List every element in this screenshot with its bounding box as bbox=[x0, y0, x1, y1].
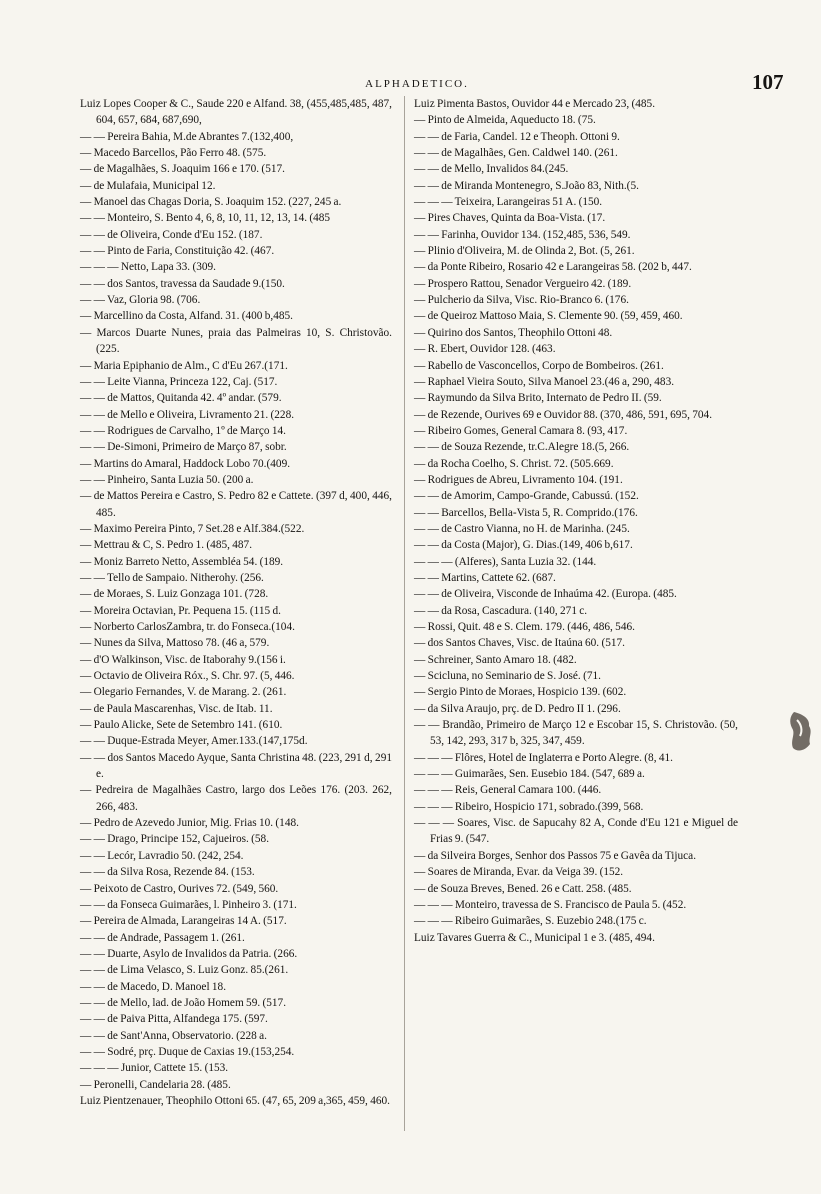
directory-entry: — Raymundo da Silva Brito, Internato de Pedro II. (59. bbox=[414, 392, 662, 405]
directory-entry: — — da Costa (Major), G. Dias.(149, 406 b,617. bbox=[414, 539, 633, 552]
column-divider bbox=[404, 96, 405, 1131]
directory-entry: — — — Monteiro, travessa de S. Francisco de Paula 5. (452. bbox=[414, 898, 687, 911]
directory-entry: — Marcellino da Costa, Alfand. 31. (400 b,485. bbox=[80, 310, 293, 323]
directory-entry: — Marcos Duarte Nunes, praia das Palmeiras 10, S. Christovão. (225. bbox=[80, 326, 392, 356]
directory-entry: — — de Mello, Invalidos 84.(245. bbox=[414, 163, 569, 176]
directory-entry: — Raphael Vieira Souto, Silva Manoel 23.(46 a, 290, 483. bbox=[414, 375, 675, 388]
directory-entry: — d'O Walkinson, Visc. de Itaborahy 9.(156 i. bbox=[80, 653, 286, 666]
directory-entry: — Pereira de Almada, Larangeiras 14 A. (517. bbox=[80, 915, 287, 928]
directory-entry: — — de Lima Velasco, S. Luiz Gonz. 85.(261. bbox=[80, 964, 289, 977]
directory-entry: — — — Junior, Cattete 15. (153. bbox=[80, 1062, 229, 1075]
directory-entry: — — Barcellos, Bella-Vista 5, R. Comprido.(176. bbox=[414, 506, 638, 519]
directory-entry: — — de Mello, lad. de João Homem 59. (517. bbox=[80, 996, 287, 1009]
directory-entry: — — Martins, Cattete 62. (687. bbox=[414, 571, 556, 584]
directory-entry: — Ribeiro Gomes, General Camara 8. (93, 417. bbox=[414, 424, 628, 437]
directory-entry: — Norberto CarlosZambra, tr. do Fonseca.(104. bbox=[80, 621, 295, 633]
directory-entry: — — Vaz, Gloria 98. (706. bbox=[80, 294, 201, 307]
directory-entry: — Peronelli, Candelaria 28. (485. bbox=[80, 1078, 231, 1091]
directory-entry: — — Rodrigues de Carvalho, 1º de Março 14. bbox=[80, 424, 286, 437]
directory-entry: — Manoel das Chagas Doria, S. Joaquim 152. (227, 245 a. bbox=[80, 196, 342, 209]
directory-entry: Luiz Lopes Cooper & C., Saude 220 e Alfand. 38, (455,485,485, 487, 604, 657, 684, 687,690, bbox=[80, 98, 392, 127]
directory-entry: — — de Faria, Candel. 12 e Theoph. Ottoni 9. bbox=[414, 130, 620, 143]
directory-entry: — — — Netto, Lapa 33. (309. bbox=[80, 261, 216, 274]
directory-entry: — — — Ribeiro Guimarães, S. Euzebio 248.(175 c. bbox=[414, 915, 647, 928]
directory-entry: — Mettrau & C, S. Pedro 1. (485, 487. bbox=[80, 539, 253, 552]
directory-entry: — Quirino dos Santos, Theophilo Ottoni 48. bbox=[414, 326, 613, 339]
directory-entry: — — — Flôres, Hotel de Inglaterra e Porto Alegre. (8, 41. bbox=[414, 751, 673, 764]
directory-entry: — de Mattos Pereira e Castro, S. Pedro 82 e Cattete. (397 d, 400, 446, 485. bbox=[80, 490, 392, 519]
directory-entry: — Pires Chaves, Quinta da Boa-Vista. (17. bbox=[414, 212, 606, 225]
directory-entry: — — — Soares, Visc. de Sapucahy 82 A, Conde d'Eu 121 e Miguel de Frias 9. (547. bbox=[414, 817, 738, 846]
directory-entry: — Pulcherio da Silva, Visc. Rio-Branco 6. (176. bbox=[414, 294, 629, 307]
directory-entry: — — — (Alferes), Santa Luzia 32. (144. bbox=[414, 555, 597, 568]
directory-entry: — — de Oliveira, Conde d'Eu 152. (187. bbox=[80, 228, 263, 241]
directory-entry: — Octavio de Oliveira Róx., S. Chr. 97. (5, 446. bbox=[80, 670, 295, 683]
directory-entry: — — — Teixeira, Larangeiras 51 A. (150. bbox=[414, 196, 603, 209]
directory-entry: — Scicluna, no Seminario de S. José. (71. bbox=[414, 670, 601, 683]
directory-entry: Luiz Pientzenauer, Theophilo Ottoni 65. (47, 65, 209 a,365, 459, 460. bbox=[80, 1094, 390, 1107]
directory-entry: — dos Santos Chaves, Visc. de Itaúna 60. (517. bbox=[414, 637, 625, 650]
directory-entry: — Martins do Amaral, Haddock Lobo 70.(409. bbox=[80, 457, 291, 470]
directory-entry: — Moniz Barreto Netto, Assembléa 54. (189. bbox=[80, 555, 284, 568]
directory-entry: — de Rezende, Ourives 69 e Ouvidor 88. (370, 486, 591, 695, 704. bbox=[414, 408, 713, 421]
directory-entry: — Peixoto de Castro, Ourives 72. (549, 560. bbox=[80, 882, 279, 895]
directory-entry: — de Paula Mascarenhas, Visc. de Itab. 11. bbox=[80, 702, 273, 715]
directory-entry: — — de Paiva Pitta, Alfandega 175. (597. bbox=[80, 1013, 268, 1026]
directory-entry: — Prospero Rattou, Senador Vergueiro 42. (189. bbox=[414, 277, 632, 290]
directory-entry: — — Brandão, Primeiro de Março 12 e Escobar 15, S. Christovão. (50, 53, 142, 293, 317 b, 325, 347, 459. bbox=[414, 719, 738, 748]
directory-entry: — — da Fonseca Guimarães, l. Pinheiro 3. (171. bbox=[80, 898, 297, 911]
directory-entry: — Olegario Fernandes, V. de Marang. 2. (261. bbox=[80, 686, 287, 699]
directory-entry: — — da Silva Rosa, Rezende 84. (153. bbox=[80, 866, 255, 879]
directory-entry: — — Duarte, Asylo de Invalidos da Patria. (266. bbox=[80, 947, 298, 960]
directory-entry: — — de Souza Rezende, tr.C.Alegre 18.(5, 266. bbox=[414, 441, 630, 454]
directory-entry: — Rabello de Vasconcellos, Corpo de Bombeiros. (261. bbox=[414, 359, 664, 372]
directory-entry: — da Silva Araujo, prç. de D. Pedro II 1. (296. bbox=[414, 702, 621, 715]
directory-entry: — — Pinheiro, Santa Luzia 50. (200 a. bbox=[80, 473, 254, 486]
directory-entry: — de Magalhães, S. Joaquim 166 e 170. (517. bbox=[80, 163, 285, 176]
directory-entry: — — — Guimarães, Sen. Eusebio 184. (547, 689 a. bbox=[414, 768, 645, 781]
directory-entry: — — de Oliveira, Visconde de Inhaúma 42. (Europa. (485. bbox=[414, 588, 677, 601]
directory-entry: — de Queiroz Mattoso Maia, S. Clemente 90. (59, 459, 460. bbox=[414, 310, 683, 323]
directory-entry: — — de Castro Vianna, no H. de Marinha. (245. bbox=[414, 522, 630, 535]
directory-entry: — Schreiner, Santo Amaro 18. (482. bbox=[414, 653, 577, 666]
directory-entry: — — Duque-Estrada Meyer, Amer.133.(147,175d. bbox=[80, 735, 308, 748]
directory-entry: — — Monteiro, S. Bento 4, 6, 8, 10, 11, 12, 13, 14. (485 bbox=[80, 212, 331, 225]
directory-entry: — — de Magalhães, Gen. Caldwel 140. (261. bbox=[414, 147, 618, 160]
directory-entry: — Maximo Pereira Pinto, 7 Set.28 e Alf.384.(522. bbox=[80, 522, 305, 535]
directory-entry: — — Leite Vianna, Princeza 122, Caj. (517. bbox=[80, 375, 278, 388]
directory-entry: — — Sodré, prç. Duque de Caxias 19.(153,254. bbox=[80, 1045, 295, 1058]
directory-entry: Luiz Pimenta Bastos, Ouvidor 44 e Mercado 23, (485. bbox=[414, 98, 656, 110]
directory-entry: — Paulo Alicke, Sete de Setembro 141. (610. bbox=[80, 719, 283, 732]
running-head: ALPHADETICO. bbox=[365, 78, 469, 90]
directory-entry: — — Farinha, Ouvidor 134. (152,485, 536, 549. bbox=[414, 228, 631, 241]
directory-entry: — Rodrigues de Abreu, Livramento 104. (191. bbox=[414, 473, 623, 486]
directory-entry: — Soares de Miranda, Evar. da Veiga 39. (152. bbox=[414, 866, 624, 879]
directory-entry: — — dos Santos Macedo Ayque, Santa Christina 48. (223, 291 d, 291 e. bbox=[80, 751, 392, 781]
directory-entry: — Pinto de Almeida, Aqueducto 18. (75. bbox=[414, 114, 596, 127]
directory-entry: — Sergio Pinto de Moraes, Hospicio 139. (602. bbox=[414, 686, 627, 699]
directory-entry: — — — Ribeiro, Hospicio 171, sobrado.(399, 568. bbox=[414, 800, 644, 813]
directory-entry: — de Moraes, S. Luiz Gonzaga 101. (728. bbox=[80, 588, 269, 601]
directory-entry: — Macedo Barcellos, Pão Ferro 48. (575. bbox=[80, 147, 267, 160]
directory-entry: — de Souza Breves, Bened. 26 e Catt. 258. (485. bbox=[414, 882, 632, 895]
directory-entry: — Moreira Octavian, Pr. Pequena 15. (115 d. bbox=[80, 604, 281, 617]
directory-entry: Luiz Tavares Guerra & C., Municipal 1 e 3. (485, 494. bbox=[414, 931, 655, 944]
left-column bbox=[80, 96, 392, 1109]
directory-entry: — — Tello de Sampaio. Nitherohy. (256. bbox=[80, 571, 264, 584]
directory-entry: — — de Mello e Oliveira, Livramento 21. (228. bbox=[80, 408, 295, 421]
ink-stain-icon bbox=[788, 710, 814, 754]
directory-entry: — da Silveira Borges, Senhor dos Passos 75 e Gavêa da Tijuca. bbox=[414, 849, 697, 862]
directory-entry: — Pedreira de Magalhães Castro, largo dos Leões 176. (203. 262, 266, 483. bbox=[80, 784, 392, 813]
directory-entry: — — da Rosa, Cascadura. (140, 271 c. bbox=[414, 604, 588, 617]
directory-entry: — — de Amorim, Campo-Grande, Cabussú. (152. bbox=[414, 490, 639, 503]
directory-entry: — Plinio d'Oliveira, M. de Olinda 2, Bot. (5, 261. bbox=[414, 245, 635, 258]
directory-entry: — da Rocha Coelho, S. Christ. 72. (505.669. bbox=[414, 457, 614, 470]
directory-entry: — — — Reis, General Camara 100. (446. bbox=[414, 784, 602, 797]
directory-entry: — R. Ebert, Ouvidor 128. (463. bbox=[414, 343, 556, 356]
directory-entry: — — De-Simoni, Primeiro de Março 87, sobr. bbox=[80, 441, 287, 454]
directory-entry: — — de Mattos, Quitanda 42. 4º andar. (579. bbox=[80, 392, 282, 405]
directory-entry: — — de Miranda Montenegro, S.João 83, Nith.(5. bbox=[414, 179, 639, 192]
directory-entry: — de Mulafaia, Municipal 12. bbox=[80, 179, 216, 192]
directory-entry: — — Lecór, Lavradio 50. (242, 254. bbox=[80, 849, 244, 862]
directory-entry: — — Pinto de Faria, Constituição 42. (467. bbox=[80, 245, 275, 258]
directory-entry: — Pedro de Azevedo Junior, Mig. Frias 10. (148. bbox=[80, 817, 299, 830]
directory-entry: — Maria Epiphanio de Alm., C d'Eu 267.(171. bbox=[80, 359, 288, 372]
right-column bbox=[414, 96, 738, 946]
page-number: 107 bbox=[752, 70, 784, 94]
directory-entry: — — de Andrade, Passagem 1. (261. bbox=[80, 931, 245, 944]
directory-entry: — Rossi, Quit. 48 e S. Clem. 179. (446, 486, 546. bbox=[414, 621, 635, 633]
directory-entry: — — Pereira Bahia, M.de Abrantes 7.(132,400, bbox=[80, 130, 294, 143]
directory-entry: — — de Sant'Anna, Observatorio. (228 a. bbox=[80, 1029, 267, 1042]
directory-entry: — Nunes da Silva, Mattoso 78. (46 a, 579. bbox=[80, 637, 270, 650]
directory-entry: — — dos Santos, travessa da Saudade 9.(150. bbox=[80, 277, 285, 290]
directory-entry: — da Ponte Ribeiro, Rosario 42 e Larangeiras 58. (202 b, 447. bbox=[414, 261, 692, 274]
directory-entry: — — Drago, Principe 152, Cajueiros. (58. bbox=[80, 833, 270, 846]
directory-entry: — — de Macedo, D. Manoel 18. bbox=[80, 980, 227, 993]
